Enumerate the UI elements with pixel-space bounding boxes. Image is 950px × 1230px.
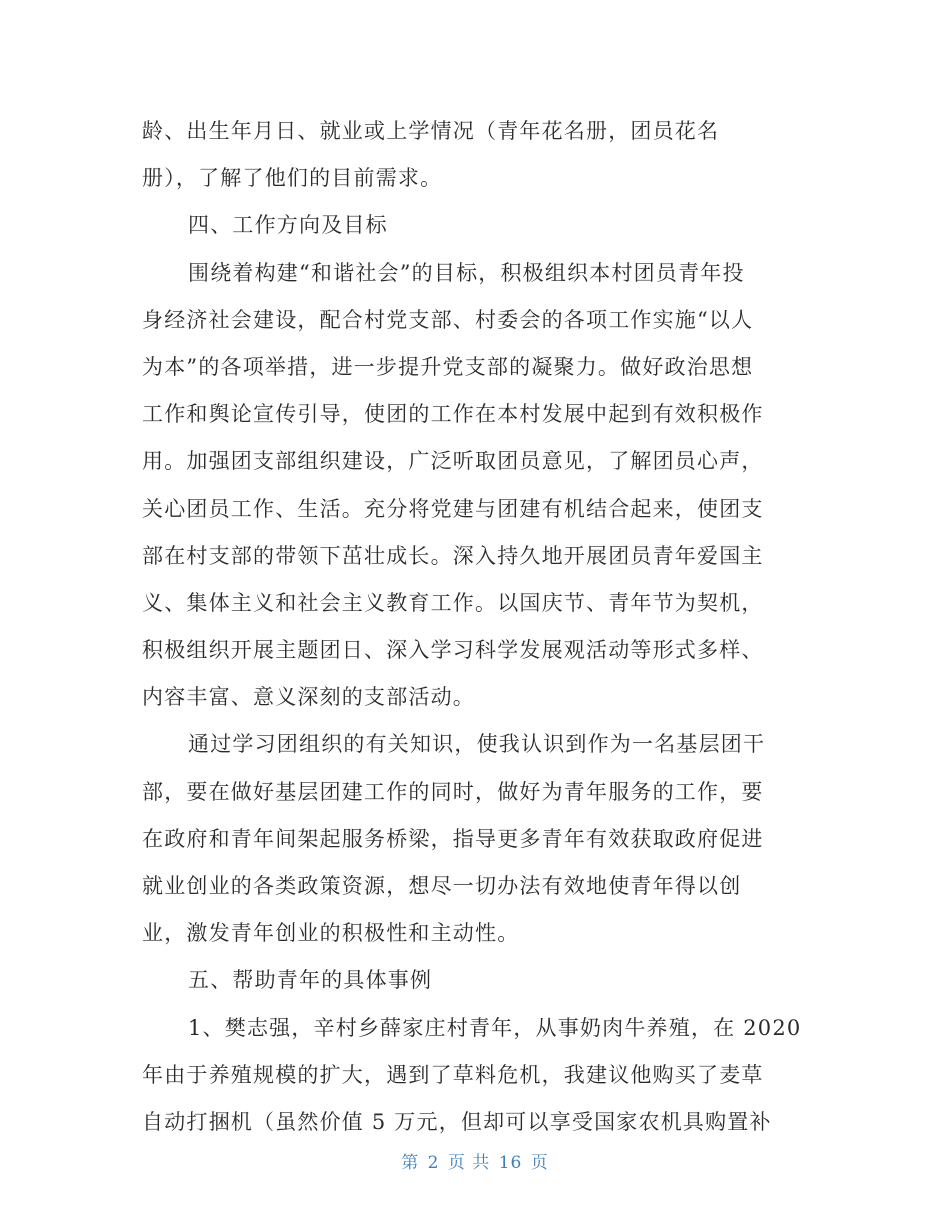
text-line: 内容丰富、意义深刻的支部活动。: [142, 685, 475, 710]
text-line: 义、集体主义和社会主义教育工作。以国庆节、青年节为契机，: [142, 590, 764, 615]
text-line: 通过学习团组织的有关知识，使我认识到作为一名基层团干: [188, 732, 766, 757]
text-line: 身经济社会建设，配合村党支部、村委会的各项工作实施“以人: [142, 307, 754, 332]
text-line: 关心团员工作、生活。充分将党建与团建有机结合起来，使团支: [142, 496, 764, 521]
text-line: 1、樊志强，辛村乡薛家庄村青年，从事奶肉牛养殖，在 2020: [188, 1015, 802, 1040]
text-line: 年由于养殖规模的扩大，遇到了草料危机，我建议他购买了麦草: [142, 1062, 764, 1087]
text-line: 五、帮助青年的具体事例: [188, 968, 433, 993]
total-pages: 16: [498, 1153, 523, 1173]
text-line: 四、工作方向及目标: [188, 213, 388, 238]
page-label-prefix: 第: [401, 1153, 420, 1173]
text-line: 册），了解了他们的目前需求。: [142, 166, 443, 191]
text-line: 部，要在做好基层团建工作的同时，做好为青年服务的工作，要: [142, 779, 764, 804]
text-line: 用。加强团支部组织建设，广泛听取团员意见，了解团员心声，: [142, 449, 764, 474]
text-line: 自动打捆机（虽然价值 5 万元，但却可以享受国家农机具购置补: [142, 1109, 772, 1134]
page-label-middle: 页 共: [447, 1153, 491, 1173]
page-number: 2: [427, 1153, 440, 1173]
text-line: 部在村支部的带领下茁壮成长。深入持久地开展团员青年爱国主: [142, 543, 764, 568]
document-body: [142, 108, 822, 1146]
text-line: 积极组织开展主题团日、深入学习科学发展观活动等形式多样、: [142, 638, 764, 663]
text-line: 在政府和青年间架起服务桥梁，指导更多青年有效获取政府促进: [142, 826, 764, 851]
text-line: 为本”的各项举措，进一步提升党支部的凝聚力。做好政治思想: [142, 354, 754, 379]
text-line: 就业创业的各类政策资源，想尽一切办法有效地使青年得以创: [142, 874, 742, 898]
text-line: 工作和舆论宣传引导，使团的工作在本村发展中起到有效积极作: [142, 402, 764, 427]
page-footer: [0, 1148, 950, 1173]
text-line: 龄、出生年月日、就业或上学情况（青年花名册，团员花名: [142, 119, 720, 143]
text-line: 业，激发青年创业的积极性和主动性。: [142, 921, 520, 946]
text-line: 围绕着构建“和谐社会”的目标，积极组织本村团员青年投: [188, 260, 745, 285]
page-label-suffix: 页: [530, 1153, 549, 1173]
